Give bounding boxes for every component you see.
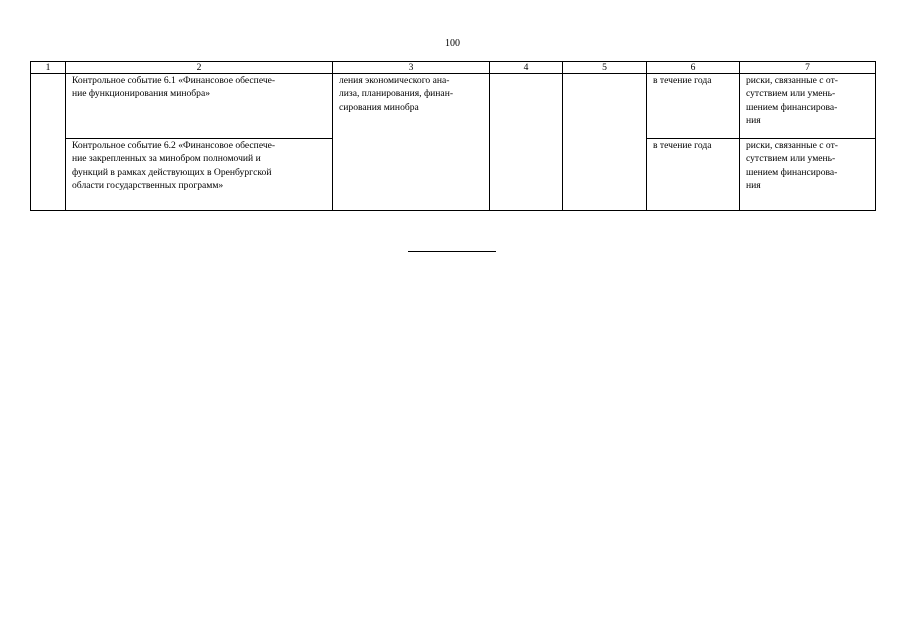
plan-table (30, 61, 876, 211)
control-event-cell (66, 74, 333, 139)
risks-text: риски, связанные с от- сутствием или умень- шением финансирова- ния (746, 140, 838, 192)
risks-cell (740, 139, 876, 211)
deadline-text: в течение года (653, 140, 712, 151)
activity-description-text: ления экономического ана- лиза, планирования, финан- сирования минобра (339, 75, 454, 113)
deadline-cell (647, 139, 740, 211)
column-header: 1 (31, 62, 66, 74)
column-header: 3 (333, 62, 490, 74)
column-header: 7 (740, 62, 876, 74)
column-header: 4 (490, 62, 563, 74)
table-row (31, 74, 876, 139)
table-header-row (31, 62, 876, 74)
activity-description-cell (333, 74, 490, 211)
risks-cell (740, 74, 876, 139)
control-event-text: Контрольное событие 6.1 «Финансовое обеспече- ние функционирования минобра» (72, 75, 276, 100)
column-5-cell (563, 74, 647, 211)
deadline-text: в течение года (653, 75, 712, 86)
deadline-cell (647, 74, 740, 139)
column-header: 5 (563, 62, 647, 74)
column-4-cell (490, 74, 563, 211)
column-header: 6 (647, 62, 740, 74)
control-event-text: Контрольное событие 6.2 «Финансовое обеспече- ние закрепленных за минобром полномочий и функций в рамках действующих в Оренбургской области государственных программ» (72, 140, 276, 192)
row-number-cell (31, 74, 66, 211)
page-number: 100 (445, 38, 460, 49)
risks-text: риски, связанные с от- сутствием или умень- шением финансирова- ния (746, 75, 838, 127)
column-header: 2 (66, 62, 333, 74)
control-event-cell (66, 139, 333, 211)
end-of-section-rule (408, 251, 496, 252)
